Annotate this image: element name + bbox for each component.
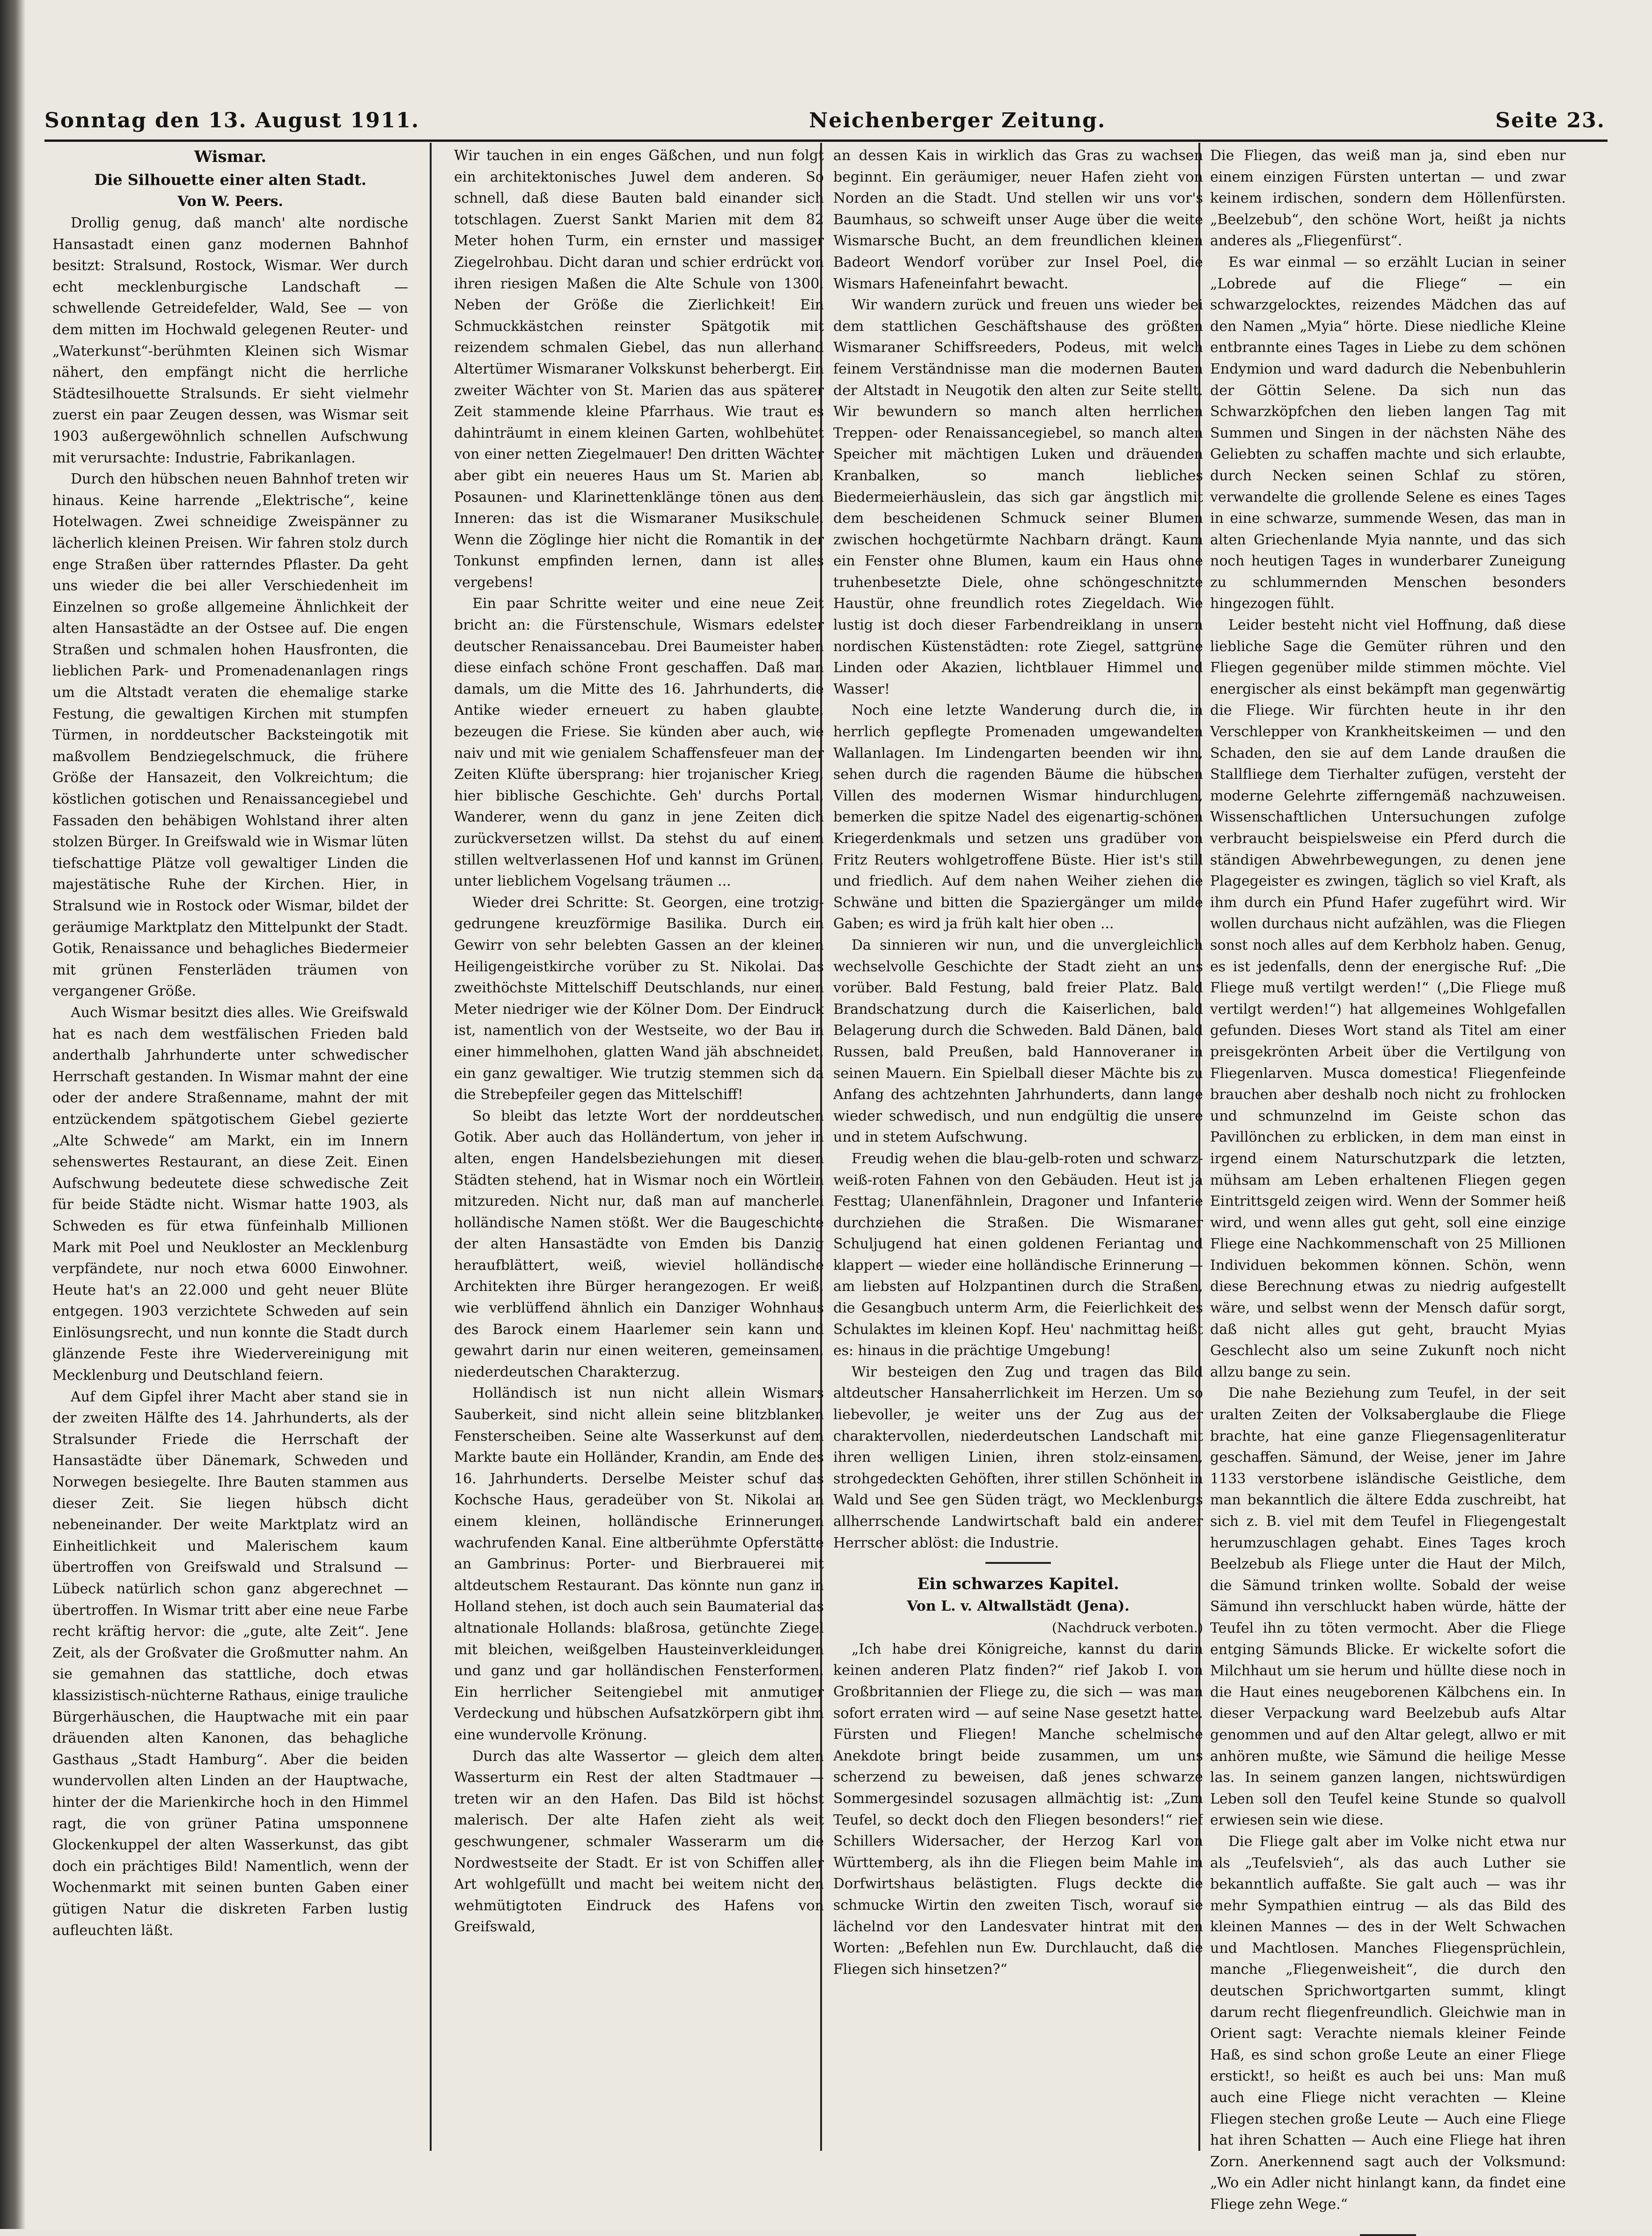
paragraph: Auch Wismar besitzt dies alles. Wie Greifswald hat es nach dem westfälischen Frieden bald anderthalb Jahrhunderte unter schwedischer Herrschaft gestanden. In Wismar mahnt der eine oder der andere Straßenname, mahnt der mit entzückendem spätgotischem Giebel gezierte „Alte Schwede“ am Markt, ein im Innern sehenswertes Restaurant, an diese Zeit. Einen Aufschwung bedeutete diese schwedische Zeit für beide Städte nicht. Wismar hatte 1903, als Schweden es für etwa fünfeinhalb Millionen Mark mit Poel und Neukloster an Mecklenburg verpfändete, nur noch etwa 6000 Einwohner. Heute hat's an 22.000 und geht neuer Blüte entgegen. 1903 verzichtete Schweden auf sein Einlösungsrecht, und nun konnte die Stadt durch glänzende Feste ihre Wiedervereinigung mit Mecklenburg und Deutschland feiern. — [52, 1004, 408, 1384]
paragraph: Die Fliege galt aber im Volke nicht etwa nur als „Teufelsvieh“, als das auch Luther sie bekanntlich auffaßte. Sie galt auch — was ihr mehr Sympathien eintrug — als das Bild des kleinen Mannes — des in der Welt Schwachen und Machtlosen. Manches Fliegensprüchlein, manche „Fliegenweisheit“, die durch den deutschen Sprichwortgarten summt, klingt darum recht fliegenfreundlich. Gleichwie man in Orient sagt: Verachte niemals kleiner Feinde Haß, es sind schon große Leute an einer Fliege erstickt!, so heißt es auch bei uns: Man muß auch eine Fliege nicht verachten — Kleine Fliegen stechen große Leute — Auch eine Fliege hat ihren Schatten — Auch eine Fliege hat ihren Zorn. Anerkennend sagt auch der Volksmund: „Wo ein Adler nicht hinlangt kann, da findet eine Fliege zehn Wege.“ — [1210, 1833, 1566, 2213]
paragraph: Durch das alte Wassertor — gleich dem alten Wasserturm ein Rest der alten Stadtmauer — treten wir an den Hafen. Das Bild ist höchst malerisch. Der alte Hafen zieht als weit geschwungener, schmaler Wasserarm um die Nordwestseite der Stadt. Er ist von Schiffen aller Art wohlgefüllt und macht bei weitem nicht den wehmütigtoten Eindruck des Hafens von Greifswald, — [454, 1748, 824, 1935]
paragraph: Wir besteigen den Zug und tragen das Bild altdeutscher Hansaherrlichkeit im Herzen. Um so liebevoller, je weiter uns der Zug aus der charaktervollen, niederdeutschen Landschaft mit ihren welligen Linien, ihren stolz-einsamen, strohgedeckten Gehöften, ihrer stillen Schönheit in Wald und See gen Süden trägt, wo Mecklenburgs allherrschende Landwirtschaft bald ein anderer Herrscher ablöst: die Industrie. — [833, 1364, 1203, 1551]
paragraph: Holländisch ist nun nicht allein Wismars Sauberkeit, sind nicht allein seine blitzblanken Fensterscheiben. Seine alte Wasserkunst auf dem Markte baute ein Holländer, Krandin, am Ende des 16. Jahrhunderts. Derselbe Meister schuf das Kochsche Haus, geradeüber von St. Nikolai an einem kleinen, holländische Erinnerungen wachrufenden Kanal. Eine altberühmte Opferstätte an Gambrinus: Porter- und Bierbrauerei mit altdeutschem Restaurant. Das könnte nun ganz in Holland stehen, ist doch auch sein Baumaterial das altnationale Hollands: blaßrosa, getünchte Ziegel mit bleichen, weißgelben Hausteinverkleidungen und ganz und gar holländischen Fensterformen. Ein herrlicher Seitengiebel mit anmutiger Verdeckung und hübschen Aufsatzkörpern gibt ihm eine wundervolle Krönung. — [454, 1385, 824, 1743]
paragraph: Durch den hübschen neuen Bahnhof treten wir hinaus. Keine harrende „Elektrische“, keine Hotelwagen. Zwei schneidige Zweispänner zu lächerlich kleinen Preisen. Wir fahren stolz durch enge Straßen über ratterndes Pflaster. Da geht uns wieder die bei aller Verschiedenheit im Einzelnen so große allgemeine Ähnlichkeit der alten Hansastädte an der Ostsee auf. Die engen Straßen und schmalen hohen Hausfronten, die lieblichen Park- und Promenadenanlagen rings um die Altstadt veraten die ehemalige starke Festung, die gewaltigen Kirchen mit stumpfen Türmen, in norddeutscher Backsteingotik mit maßvollem Bendziegelschmuck, die frühere Größe der Hansazeit, den Volkreichtum; die köstlichen gotischen und Renaissancegiebel und Fassaden den behäbigen Wohlstand ihrer alten stolzen Bürger. In Greifswald wie in Wismar lüten tiefschattige Plätze voll gewaltiger Linden die majestätische Ruhe der Kirchen. Hier, in Stralsund wie in Rostock oder Wismar, bildet der geräumige Marktplatz den Mittelpunkt der Stadt. Gotik, Renaissance und behagliches Biedermeier mit grünen Fensterläden träumen von vergangener Größe. — [52, 471, 408, 1000]
paragraph: Wir tauchen in ein enges Gäßchen, und nun folgt ein architektonisches Juwel dem anderen. So schnell, daß diese Bauten bald einander sich totschlagen. Zuerst Sankt Marien mit dem 82 Meter hohen Turm, ein ernster und massiger Ziegelrohbau. Dicht daran und schier erdrückt von ihren riesigen Maßen die Alte Schule von 1300. Neben der Größe die Zierlichkeit! Ein Schmuckkästchen reinster Spätgotik mit reizendem schmalen Giebel, das nun allerhand Altertümer Wismaraner Volkskunst beherbergt. Ein zweiter Wächter von St. Marien das aus späterer Zeit stammende kleine Pfarrhaus. Wie traut es dahinträumt in einem kleinen Garten, wohlbehütet von einer netten Ziegelmauer! Den dritten Wächter aber gibt ein neueres Haus um St. Marien ab. Posaunen- und Klarinettenklänge tönen aus dem Inneren: das ist die Wismaraner Musikschule. Wenn die Zöglinge hier nicht die Romantik in der Tonkunst empfinden lernen, dann ist alles vergebens! — [454, 147, 824, 591]
paragraph: Die Fliegen, das weiß man ja, sind eben nur einem einzigen Fürsten untertan — und zwar keinem irdischen, sondern dem Höllenfürsten. „Beelzebub“, den schöne Wort, heißt ja nichts anderes als „Fliegenfürst“. — [1210, 147, 1566, 249]
paragraph: Wieder drei Schritte: St. Georgen, eine trotzig-gedrungene kreuzförmige Basilika. Durch ein Gewirr von sehr belebten Gassen an der kleinen Heiligengeistkirche vorüber zu St. Nikolai. Das zweithöchste Mittelschiff Deutschlands, nur einen Meter niedriger wie der Kölner Dom. Der Eindruck ist, namentlich von der Westseite, wo der Bau in einer himmelhohen, glatten Wand jäh abschneidet, ein ganz gewaltiger. Wie trutzig stemmen sich da die Strebepfeiler gegen das Mittelschiff! — [454, 894, 824, 1103]
paragraph: Noch eine letzte Wanderung durch die, in herrlich gepflegte Promenaden umgewandelten Wallanlagen. Im Lindengarten beenden wir ihn, sehen durch die ragenden Bäume die hübschen Villen des modernen Wismar hindurchlugen, bemerken die spitze Nadel des eigenartig-schönen Kriegerdenkmals und setzen uns gradüber von Fritz Reuters wohlgetroffene Büste. Hier ist's still und friedlich. Auf dem nahen Weiher ziehen die Schwäne und bitten die Spaziergänger um milde Gaben; es wird ja früh kalt hier oben ... — [833, 702, 1203, 932]
issue-date: Sonntag den 13. August 1911. — [44, 108, 420, 132]
reprint-notice: (Nachdruck verboten.) — [1052, 1620, 1203, 1636]
header-rule — [44, 139, 1608, 142]
article-title: Wismar. — [194, 147, 267, 166]
section-divider — [985, 1562, 1051, 1564]
column-3 — [833, 145, 1203, 1980]
page-number: Seite 23. — [1495, 108, 1605, 132]
article-byline: Von L. v. Altwallstädt (Jena). — [907, 1598, 1130, 1615]
scan-edge-shadow — [0, 0, 26, 2229]
paragraph: Es war einmal — so erzählt Lucian in seiner „Lobrede auf die Fliege“ — ein schwarzgelocktes, reizendes Mädchen das auf den Namen „Myia“ hörte. Diese niedliche Kleine entbrannte eines Tages in Liebe zu dem schönen Endymion und ward dadurch die Nebenbuhlerin der Göttin Selene. Da sich nun das Schwarzköpfchen den lieben langen Tag mit Summen und Singen in der nächsten Nähe des Geliebten zu schaffen machte und sich erlaubte, durch Necken seinen Schlaf zu stören, verwandelte die grollende Selene es eines Tages in eine schwarze, summende Wesen, das man in alten Griechenlande Myia nannte, und das sich noch heutigen Tages in wunderbarer Zuneigung zu schlummernden Menschen besonders hingezogen fühlt. — [1210, 254, 1566, 612]
article-subtitle: Die Silhouette einer alten Stadt. — [94, 171, 367, 189]
column-2 — [454, 145, 824, 1938]
paragraph: Da sinnieren wir nun, und die unvergleichlich wechselvolle Geschichte der Stadt zieht an uns vorüber. Bald Festung, bald freier Platz. Bald Brandschatzung durch die Kaiserlichen, bald Belagerung durch die Schweden. Bald Dänen, bald Russen, bald Preußen, bald Hannoveraner in seinen Mauern. Ein Spielball dieser Mächte bis zu Anfang des achtzehnten Jahrhunderts, dann lange wieder schwedisch, und nun endgültig die unsere und in stetem Aufschwung. — [833, 937, 1203, 1146]
paragraph: „Ich habe drei Königreiche, kannst du darin keinen anderen Platz finden?“ rief Jakob I. von Großbritannien der Fliege zu, die sich — was man sofort erraten wird — auf seine Nase gesetzt hatte. Fürsten und Fliegen! Manche schelmische Anekdote bringt beide zusammen, um uns scherzend zu beweisen, daß jenes schwarze Sommergesindel sozusagen allmächtig ist: „Zum Teufel, so deckt doch den Fliegen besonders!“ rief Schillers Widersacher, der Herzog Karl von Württemberg, als ihn die Fliegen beim Mahle im Dorfwirtshaus belästigten. Flugs deckte die schmucke Wirtin den zweiten Tisch, worauf sie lächelnd vor den Landesvater hintrat mit den Worten: „Befehlen nun Ew. Durchlaucht, daß die Fliegen sich hinsetzen?“ — [833, 1641, 1203, 1978]
paragraph: So bleibt das letzte Wort der norddeutschen Gotik. Aber auch das Holländertum, von jeher in alten, engen Handelsbeziehungen mit diesen Städten stehend, hat in Wismar noch ein Wörtlein mitzureden. Nicht nur, daß man auf mancherlei holländische Namen stößt. Wer die Baugeschichte der alten Hansastädte von Emden bis Danzig heraufblättert, weiß, wieviel holländische Architekten ihre Bürger herangezogen. Er weiß, wie verblüffend ähnlich ein Danziger Wohnhaus des Barock einem Haarlemer sein kann und gewahrt darin nur einen weiteren, gemeinsamen, niederdeutschen Charakterzug. — [454, 1107, 824, 1380]
paragraph: Wir wandern zurück und freuen uns wieder bei dem stattlichen Geschäftshause des größten Wismaraner Schiffsreeders, Podeus, mit welch feinem Verständnisse man die modernen Bauten der Altstadt in Neugotik den alten zur Seite stellt. Wir bewundern so manch alten herrlichen Treppen- oder Renaissancegiebel, so manch alten Speicher mit mächtigen Luken und dräuenden Kranbalken, so manch liebliches Biedermeierhäuslein, das sich gar ängstlich mit dem bescheidenen Schmuck seiner Blumen zwischen hochgetürmte Nachbarn drängt. Kaum ein Fenster ohne Blumen, kaum ein Haus ohne truhenbesetzte Diele, ohne schöngeschnitzte Haustür, ohne freundlich rotes Ziegeldach. Wie lustig ist doch dieser Farbendreiklang in unsern nordischen Küstenstädten: rote Ziegel, sattgrüne Linden oder Akazien, lichtblauer Himmel und Wasser! — [833, 297, 1203, 697]
column-rule — [430, 143, 432, 2151]
paragraph: an dessen Kais in wirklich das Gras zu wachsen beginnt. Ein geräumiger, neuer Hafen zieht von Norden an die Stadt. Und stellen wir uns vor's Baumhaus, so schweift unser Auge über die weite Wismarsche Bucht, an dem freundlichen kleinen Badeort Wendorf vorüber zur Insel Poel, die Wismars Hafeneinfahrt bewacht. — [833, 147, 1203, 292]
paragraph: Drollig genug, daß manch' alte nordische Hansastadt einen ganz modernen Bahnhof besitzt: Stralsund, Rostock, Wismar. Wer durch echt mecklenburgische Landschaft — schwellende Getreidefelder, Wald, See — von dem mitten im Hochwald gelegenen Reuter- und „Waterkunst“-berühmten Kleinen sich Wismar nähert, den empfängt nicht die herrliche Städtesilhouette Stralsunds. Er sieht vielmehr zuerst ein paar Zeugen dessen, was Wismar seit 1903 außergewöhnlich schnellen Aufschwung mit verursachte: Industrie, Fabrikanlagen. — [52, 215, 408, 466]
end-divider — [1360, 2234, 1416, 2236]
paragraph: Ein paar Schritte weiter und eine neue Zeit bricht an: die Fürstenschule, Wismars edelster deutscher Renaissancebau. Drei Baumeister haben diese einfach schöne Front geschaffen. Daß man damals, um die Mitte des 16. Jahrhunderts, die Antike wieder erneuert zu haben glaubte, bezeugen die Friese. Sie künden aber auch, wie naiv und mit wie genialem Schaffensfeuer man der Zeiten Klüfte übersprang: hier trojanischer Krieg, hier biblische Geschichte. Geh' durchs Portal, Wanderer, wenn du ganz in jene Zeiten dich zurückversetzen willst. Da stehst du auf einem stillen weltverlassenen Hof und kannst im Grünen, unter lieblichem Vogelsang träumen ... — [454, 595, 824, 890]
running-header — [44, 104, 1605, 137]
paragraph: Auf dem Gipfel ihrer Macht aber stand sie in der zweiten Hälfte des 14. Jahrhunderts, als der Stralsunder Friede die Herrschaft der Hansastädte über Dänemark, Schweden und Norwegen besiegelte. Ihre Bauten stammen aus dieser Zeit. Sie liegen hübsch dicht nebeneinander. Der weite Marktplatz wird an Einheitlichkeit und Malerischem kaum übertroffen von Greifswald und Stralsund — Lübeck natürlich schon ganz abgerechnet — übertroffen. In Wismar tritt aber eine neue Farbe recht kräftig hervor: die „gute, alte Zeit“. Jene Zeit, als der Großvater die Großmutter nahm. An sie gemahnen das stattliche, doch etwas klassizistisch-nüchterne Rathaus, einige trauliche Bürgerhäuschen, die Hauptwache mit ein paar dräuenden alten Kanonen, das behagliche Gasthaus „Stadt Hamburg“. Aber die beiden wundervollen alten Linden an der Hauptwache, hinter der die Marienkirche hoch in den Himmel ragt, die von grüner Patina umsponnene Glockenkuppel der alten Wasserkunst, das gibt doch ein prächtiges Bild! Namentlich, wenn der Wochenmarkt mit seinen bunten Gaben einer gütigen Natur die diskreten Farben lustig aufleuchten läßt. — [52, 1388, 408, 1939]
article-title: Ein schwarzes Kapitel. — [917, 1575, 1119, 1594]
paragraph: Freudig wehen die blau-gelb-roten und schwarz-weiß-roten Fahnen von den Gebäuden. Heut ist ja Festtag; Ulanenfähnlein, Dragoner und Infanterie durchziehen die Straßen. Die Wismaraner Schuljugend hat einen goldenen Feriantag und klappert — wieder eine holländische Erinnerung — am liebsten auf Holzpantinen durch die Straßen, die Gesangbuch unterm Arm, die Feierlichkeit des Schulaktes im kleinen Kopf. Heu' nachmittag heißt es: hinaus in die prächtige Umgebung! — [833, 1150, 1203, 1359]
paragraph: Die nahe Beziehung zum Teufel, in der seit uralten Zeiten der Volksaberglaube die Fliege brachte, hat eine ganze Fliegensagenliteratur geschaffen. Sämund, der Weise, jener im Jahre 1133 verstorbene isländische Geistliche, dem man bekanntlich die ältere Edda zuschreibt, hat sich z. B. viel mit dem Teufel in Fliegengestalt herumzuschlagen gehabt. Eines Tages kroch Beelzebub als Fliege unter die Haut der Milch, die Sämund trinken wollte. Sobald der weise Sämund ihn verschluckt haben würde, hätte der Teufel ihn zu töten vermocht. Aber die Fliege entging Sämunds Blicke. Er wickelte sofort die Milchhaut um sie herum und hüllte diese noch in die Haut eines neugeborenen Kälbchens ein. In dieser Verpackung ward Beelzebub aufs Altar genommen und auf den Altar gelegt, allwo er mit anhören mußte, wie Sämund die heilige Messe las. In seinem ganzen langen, nichtswürdigen Leben soll den Teufel keine Stunde so qualvoll erwiesen sein wie diese. — [1210, 1385, 1566, 1829]
article-byline: Von W. Peers. — [177, 193, 283, 210]
newspaper-name: Neichenberger Zeitung. — [809, 108, 1106, 132]
paragraph: Leider besteht nicht viel Hoffnung, daß diese liebliche Sage die Gemüter rühren und den Fliegen gegenüber milde stimmen möchte. Viel energischer als einst bekämpft man gegenwärtig die Fliege. Wir fürchten heute in ihr den Verschlepper von Krankheitskeimen — und den Schaden, den sie auf dem Lande draußen die Stallfliege dem Tierhalter zufügen, versteht der moderne Gelehrte zifferngemäß nachzuweisen. Wissenschaftlichen Untersuchungen zufolge verbraucht beispielsweise ein Pferd durch die ständigen Abwehrbewegungen, zu denen jene Plagegeister es zwingen, täglich so viel Kraft, als ihm durch ein Pfund Hafer zugeführt wird. Wir wollen durchaus nicht aufzählen, was die Fliegen sonst noch alles auf dem Kerbholz haben. Genug, es ist jedenfalls, denn der energische Ruf: „Die Fliege muß vertilgt werden!“ („Die Fliege muß vertilgt werden!“) hat allgemeines Wohlgefallen gefunden. Dieses Wort stand als Titel am einer preisgekrönten Arbeit über die Vertilgung von Fliegenlarven. Musca domestica! Fliegenfeinde brauchen aber deshalb noch nicht zu frohlocken und schmunzelnd im Geiste schon das Pavillönchen zu erblicken, in dem man einst in irgend einem Naturschutzpark die letzten, mühsam am Leben erhaltenen Fliegen gegen Eintrittsgeld zeigen wird. Wenn der Sommer heiß wird, und wenn alles gut geht, soll eine einzige Fliege eine Nachkommenschaft von 25 Millionen Individuen bekommen können. Schön, wenn diese Berechnung etwas zu niedrig aufgestellt wäre, und selbst wenn der Mensch dafür sorgt, daß nicht alles gut geht, braucht Myias Geschlecht also um seine Zukunft noch nicht allzu bange zu sein. — [1210, 617, 1566, 1380]
column-4 — [1210, 145, 1566, 2236]
column-1 — [52, 145, 408, 1941]
